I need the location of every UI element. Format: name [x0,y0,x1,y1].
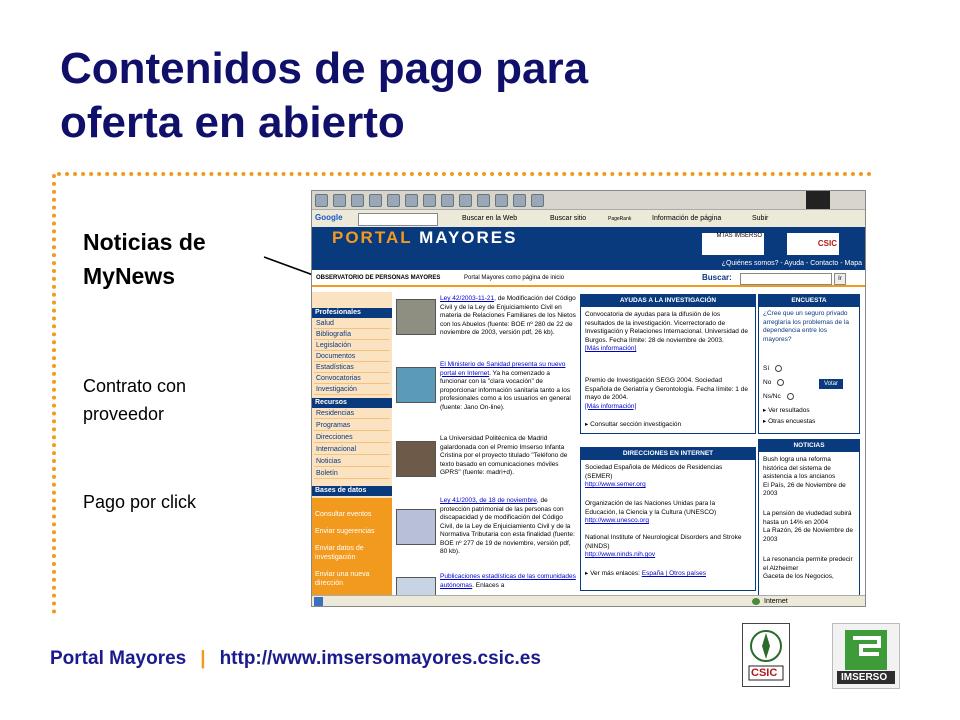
home-icon[interactable] [387,194,400,207]
buscar-web-button[interactable]: Buscar en la Web [462,215,518,222]
direcciones-e3: National Institute of Neurological Disorders and Stroke (NINDS) [585,534,742,550]
imserso-logo [832,623,900,689]
sidebar-item-residencias[interactable]: Residencias [314,409,390,419]
encuesta-otras[interactable]: ▸ Otras encuestas [763,418,816,425]
side-text-contrato-line2: proveedor [83,404,165,424]
sidebar-heading-bases-datos[interactable]: Bases de datos [312,486,392,496]
footer [50,648,541,670]
status-zone-label: Internet [764,598,788,605]
home-page-link[interactable]: Portal Mayores como página de inicio [464,275,565,281]
encuesta-panel [758,294,860,434]
ayudas-panel [580,294,756,434]
news-text-5: . Enlaces a [472,581,505,589]
ayudas-heading: AYUDAS A LA INVESTIGACIÓN [581,295,755,307]
ayudas-text-1 [585,311,749,354]
page-info-button[interactable]: Información de página [652,215,722,222]
side-text-contrato [83,372,186,428]
history-icon[interactable] [441,194,454,207]
buscar-sitio-button[interactable]: Buscar sitio [550,215,587,222]
print-icon[interactable] [477,194,490,207]
encuesta-option-nsnc-label: Ns/Nc [763,393,781,401]
direcciones-url-2[interactable]: http://www.unesco.org [585,517,649,524]
slide-title-line2: oferta en abierto [60,98,405,147]
encuesta-option-no-label: No [763,379,772,387]
direcciones-url-3[interactable]: http://www.ninds.nih.gov [585,551,656,558]
direcciones-more-label: Ver más enlaces: [590,570,640,577]
radio-icon[interactable] [777,379,784,386]
direcciones-entry-1 [585,464,749,490]
noticias-n1: Bush logra una reforma histórica del sistema de asistencia a los ancianos [763,456,836,480]
favorites-icon[interactable] [423,194,436,207]
news-item-4 [440,497,576,557]
news-link-4[interactable]: Ley 41/2003, de 18 de noviembre [440,497,537,504]
sidebar-item-bibliografia[interactable]: Bibliografía [314,330,390,340]
imserso-logo-label: IMSERSO [841,672,888,683]
sidebar-heading-profesionales[interactable]: Profesionales [312,308,392,318]
browser-status-bar [312,595,865,607]
portal-search-input[interactable] [740,273,832,285]
side-heading [83,225,273,293]
discuss-icon[interactable] [513,194,526,207]
radio-icon[interactable] [775,365,782,372]
encuesta-option-si[interactable] [763,365,782,374]
google-search-input[interactable] [358,213,438,226]
sidebar-item-legislacion[interactable]: Legislación [314,341,390,351]
direcciones-more-links[interactable]: España | Otros países [641,570,706,577]
news-item-2 [440,361,576,412]
sidebar-item-noticias[interactable]: Noticias [314,457,390,467]
noticias-panel [758,439,860,597]
news-thumbnail-4[interactable] [396,509,436,545]
slide-title [60,42,760,150]
direcciones-panel [580,447,756,591]
noticias-n3-source: Gaceta de los Negocios, [763,573,834,580]
refresh-icon[interactable] [369,194,382,207]
news-text-2: . Ya ha comenzado a funcionar con la "clara vocación" de proporcionar información sanitaria tanto a los profesionales como a los usuarios en general (fuente: Jano On-line). [440,369,571,411]
ayudas-text-2 [585,377,749,411]
direcciones-entry-2 [585,500,749,526]
dotted-divider-vertical [52,174,61,614]
up-button[interactable]: Subir [752,215,769,222]
ayudas-consultar-link[interactable]: ▸ Consultar sección investigación [585,421,682,428]
google-label[interactable]: Google [315,213,343,222]
forward-icon[interactable] [333,194,346,207]
dotted-divider-horizontal [57,172,872,181]
news-link-1[interactable]: Ley 42/2003-11-21 [440,295,495,302]
browser-screenshot [311,190,866,607]
noticias-item-1[interactable] [763,456,855,499]
news-text-3: La Universidad Politécnica de Madrid galardonada con el Premio Imserso Infanta Cristina por el proyecto titulado "Teléfono de texto basado en comunicaciones móviles GPRS" (fuente: madri+d). [440,435,568,476]
encuesta-option-si-label: Sí [763,365,770,373]
mail-icon[interactable] [459,194,472,207]
footer-url[interactable]: http://www.imsersomayores.csic.es [219,648,541,669]
footer-portal-name: Portal Mayores [50,648,187,669]
side-heading-line2: MyNews [83,263,176,289]
footer-separator: | [200,648,206,669]
sidebar-link-direccion[interactable]: Enviar una nueva dirección [315,571,370,587]
noticias-n2: La pensión de viudedad subirá hasta un 14% en 2004 [763,510,852,526]
news-text-1: , de Modificación del Código Civil y de la Ley de Enjuiciamiento Civil en materia de Relaciones Familiares de los Nietos con los Abuelos (fuente: BOE nº 280 de 22 de noviembre de 2003, versión pdf, 26 kb). [440,295,576,336]
direcciones-more: ▸ Ver más enlaces: España | Otros países [585,570,706,577]
ayudas-p2: Premio de Investigación SEGG 2004. Sociedad Española de Geriatría y Gerontología. Fecha límite: 1 de mayo de 2004. [585,377,748,401]
sidebar-item-programas[interactable]: Programas [314,421,390,431]
ie-page-icon [314,597,323,606]
noticias-heading: NOTICIAS [759,440,859,452]
direcciones-e1: Sociedad Española de Médicos de Residencias (SEMER) [585,464,723,480]
direcciones-e2: Organización de las Naciones Unidas para la Educación, la Ciencia y la Cultura (UNESCO) [585,500,717,516]
csic-logo [742,623,790,687]
news-thumbnail-5[interactable] [396,577,436,597]
back-icon[interactable] [315,194,328,207]
edit-icon[interactable] [495,194,508,207]
direcciones-entry-3 [585,534,749,560]
sidebar-links-box [312,498,392,607]
ayudas-more-link-1[interactable]: [Más información] [585,345,637,352]
portal-search-label: Buscar: [702,273,732,282]
windows-logo-icon [806,191,830,209]
internet-zone-icon [752,598,760,605]
encuesta-heading: ENCUESTA [759,295,859,307]
sidebar-item-investigacion[interactable]: Investigación [314,385,390,395]
sidebar-item-convocatorias[interactable]: Convocatorias [314,374,390,384]
search-icon[interactable] [405,194,418,207]
banner-nav-links[interactable]: ¿Quiénes somos? - Ayuda - Contacto - Mapa [721,260,862,267]
portal-logo-part2: MAYORES [419,228,518,247]
news-text-4: , de protección patrimonial de las personas con discapacidad y de modificación del Código Civil, de la Ley de Enjuiciamiento Civil y de la Normativa Tributaria con esta finalidad (fuente: BOE nº 277 de 19 de noviembre, versión pdf, 80 kb). [440,497,575,555]
side-text-contrato-line1: Contrato con [83,376,187,396]
portal-logo[interactable] [332,228,518,247]
encuesta-option-no[interactable] [763,379,784,388]
sidebar-item-direcciones[interactable]: Direcciones [314,433,390,443]
noticias-item-2[interactable] [763,510,855,544]
sidebar-link-sugerencias[interactable]: Enviar sugerencias [315,528,375,535]
ayudas-p1: Convocatoria de ayudas para la difusión de los resultados de la investigación. Vicerrectorado de Investigación y Relaciones Internacional. Universidad de Burgos. Fecha límite: 28 de noviembre de 2003. [585,311,748,344]
noticias-n2-source: La Razón, 26 de Noviembre de 2003 [763,527,853,543]
news-item-3 [440,435,576,478]
news-thumbnail-2[interactable] [396,367,436,403]
stop-icon[interactable] [351,194,364,207]
news-link-2[interactable]: El Ministerio de Sanidad presenta su nuevo portal en Internet [440,361,566,377]
csic-banner-logo[interactable]: CSIC [787,233,839,255]
sidebar-heading-recursos[interactable]: Recursos [312,398,392,408]
radio-icon[interactable] [787,393,794,400]
encuesta-question: ¿Cree que un seguro privado arreglaría los problemas de la dependencia entre los mayores? [763,310,849,343]
sidebar-link-eventos[interactable]: Consultar eventos [315,511,372,518]
csic-logo-label: CSIC [751,667,778,679]
direcciones-url-1[interactable]: http://www.semer.org [585,481,646,488]
news-thumbnail-1[interactable] [396,299,436,335]
side-heading-line1: Noticias de [83,229,206,255]
sidebar-link-investigacion[interactable]: Enviar datos de investigación [315,545,364,561]
mtas-logo[interactable]: MTAS IMSERSO [702,233,764,255]
news-link-5[interactable]: Publicaciones estadísticas de las comunidades autónomas [440,573,576,589]
sidebar-item-documentos[interactable]: Documentos [314,352,390,362]
news-item-5 [440,573,576,590]
sidebar-item-estadisticas[interactable]: Estadísticas [314,363,390,373]
news-thumbnail-3[interactable] [396,441,436,477]
votar-button[interactable]: Votar [819,379,843,389]
portal-logo-part1: PORTAL [332,228,413,247]
portal-sidebar [312,292,392,606]
portal-search-button[interactable]: Ir [834,273,846,285]
messenger-icon[interactable] [531,194,544,207]
encuesta-ver-label: Ver resultados [768,407,810,414]
sidebar-item-salud[interactable]: Salud [314,319,390,329]
ayudas-more-link-2[interactable]: [Más información] [585,402,637,410]
noticias-n1-source: El País, 26 de Noviembre de 2003 [763,481,846,497]
direcciones-heading: DIRECCIONES EN INTERNET [581,448,755,460]
noticias-item-3[interactable] [763,556,855,582]
browser-toolbar [312,191,865,210]
noticias-n3: La resonancia permite predecir el Alzheimer [763,556,853,572]
side-text-pago: Pago por click [83,492,197,512]
pagerank-indicator[interactable]: PageRank [608,216,632,222]
observatorio-label: OBSERVATORIO DE PERSONAS MAYORES [316,275,441,281]
sidebar-item-boletin[interactable]: Boletín [314,469,390,479]
encuesta-ver-resultados[interactable]: ▸ Ver resultados [763,407,810,414]
sidebar-item-internacional[interactable]: Internacional [314,445,390,455]
encuesta-otras-label: Otras encuestas [768,418,816,425]
news-item-1 [440,295,576,338]
slide-title-line1: Contenidos de pago para [60,44,589,93]
encuesta-option-nsnc[interactable] [763,393,794,402]
ayudas-consultar-label: Consultar sección investigación [590,421,682,428]
